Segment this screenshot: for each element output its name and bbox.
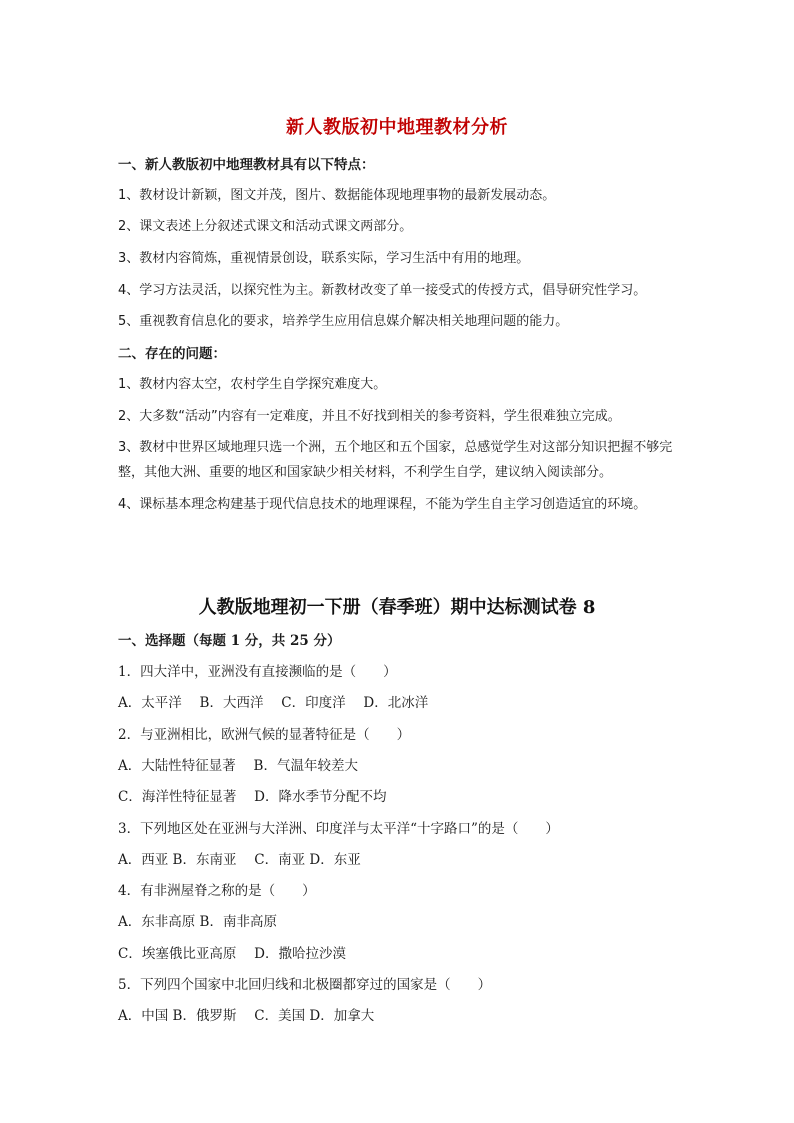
doc1-section1-heading: 一、新人教版初中地理教材具有以下特点： bbox=[118, 157, 375, 173]
doc1-section2-item: 2、大多数“活动”内容有一定难度，并且不好找到相关的参考资料，学生很难独立完成。 bbox=[118, 409, 621, 424]
question-stem: 5．下列四个国家中北回归线和北极圈都穿过的国家是（ ） bbox=[118, 977, 492, 993]
question-stem: 2．与亚洲相比，欧洲气候的显著特征是（ ） bbox=[118, 727, 411, 743]
question-stem: 4．有非洲屋脊之称的是（ ） bbox=[118, 883, 316, 899]
doc1-section1-item: 5、重视教育信息化的要求，培养学生应用信息媒介解决相关地理问题的能力。 bbox=[118, 314, 569, 329]
doc1-section1-item: 3、教材内容简炼，重视情景创设，联系实际，学习生活中有用的地理。 bbox=[118, 251, 530, 266]
doc1-section1-item: 2、课文表述上分叙述式课文和活动式课文两部分。 bbox=[118, 219, 413, 234]
question-options: A．东非高原 B．南非高原 bbox=[118, 914, 277, 930]
doc2-section-heading: 一、选择题（每题 1 分，共 25 分） bbox=[118, 633, 341, 649]
doc1-title: 新人教版初中地理教材分析 bbox=[286, 117, 508, 138]
question-options: A．西亚 B．东南亚 C．南亚 D．东亚 bbox=[118, 852, 361, 868]
question-options: A．中国 B．俄罗斯 C．美国 D．加拿大 bbox=[118, 1008, 375, 1024]
doc1-section1-item: 4、学习方法灵活，以探究性为主。新教材改变了单一接受式的传授方式，倡导研究性学习。 bbox=[118, 283, 647, 298]
doc1-section1-item: 1、教材设计新颖，图文并茂，图片、数据能体现地理事物的最新发展动态。 bbox=[118, 188, 556, 203]
question-options: C．海洋性特征显著 D．降水季节分配不均 bbox=[118, 789, 387, 805]
question-options: A．大陆性特征显著 B．气温年较差大 bbox=[118, 758, 358, 774]
question-options: C．埃塞俄比亚高原 D．撒哈拉沙漠 bbox=[118, 946, 346, 962]
question-stem: 3．下列地区处在亚洲与大洋洲、印度洋与太平洋“十字路口”的是（ ） bbox=[118, 821, 559, 837]
doc1-section2-item: 1、教材内容太空，农村学生自学探究难度大。 bbox=[118, 377, 387, 392]
doc2-title: 人教版地理初一下册（春季班）期中达标测试卷 8 bbox=[198, 597, 596, 618]
doc1-section2-item: 4、课标基本理念构建基于现代信息技术的地理课程，不能为学生自主学习创造适宜的环境。 bbox=[118, 497, 647, 512]
question-stem: 1．四大洋中，亚洲没有直接濒临的是（ ） bbox=[118, 664, 397, 680]
question-options: A．太平洋 B．大西洋 C．印度洋 D．北冰洋 bbox=[118, 695, 429, 711]
doc1-section2-heading: 二、存在的问题： bbox=[118, 346, 226, 362]
doc1-section2-item: 3、教材中世界区域地理只选一个洲，五个地区和五个国家，总感觉学生对这部分知识把握不够完整，其他大洲、重要的地区和国家缺少相关材料，不利学生自学，建议纳入阅读部分。 bbox=[118, 440, 673, 480]
